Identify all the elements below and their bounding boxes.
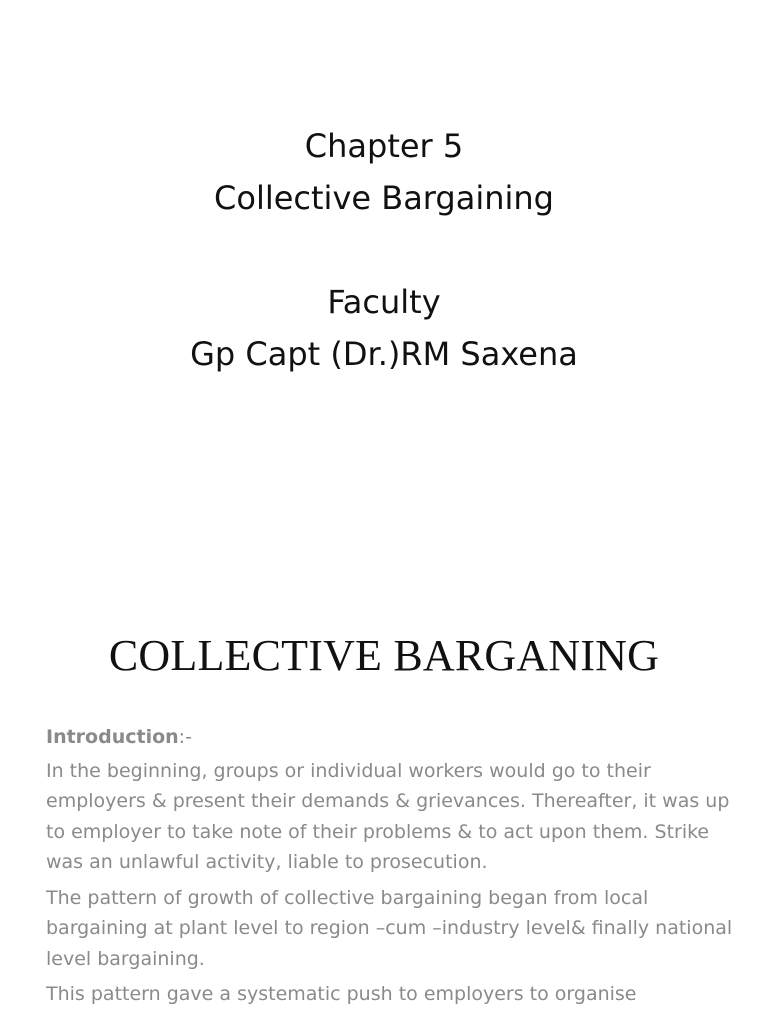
- slide-body: [46, 722, 746, 1015]
- slide-heading: COLLECTIVE BARGANING: [108, 631, 660, 680]
- chapter-title: Chapter 5: [304, 127, 464, 165]
- intro-label-suffix: :-: [178, 726, 192, 748]
- paragraph-2: The pattern of growth of collective bargaining began from local bargaining at plant level to region –cum –industry level& finally national level bargaining.: [46, 886, 733, 970]
- content-slide: [0, 580, 768, 1024]
- paragraph-1: In the beginning, groups or individual workers would go to their employers & present their demands & grievances. Thereafter, it was up to employer to take note of their problems & to act upon them. Strike was an unlawful activity, liable to prosecution.: [46, 759, 730, 873]
- faculty-name: Gp Capt (Dr.)RM Saxena: [190, 335, 578, 373]
- title-spacer: [0, 224, 768, 276]
- title-block: [0, 120, 768, 380]
- chapter-topic: Collective Bargaining: [214, 179, 554, 217]
- intro-label: [46, 722, 746, 753]
- paragraph-3: This pattern gave a systematic push to employers to organise: [46, 983, 637, 1005]
- intro-label-text: Introduction: [46, 726, 179, 748]
- faculty-label: Faculty: [327, 283, 441, 321]
